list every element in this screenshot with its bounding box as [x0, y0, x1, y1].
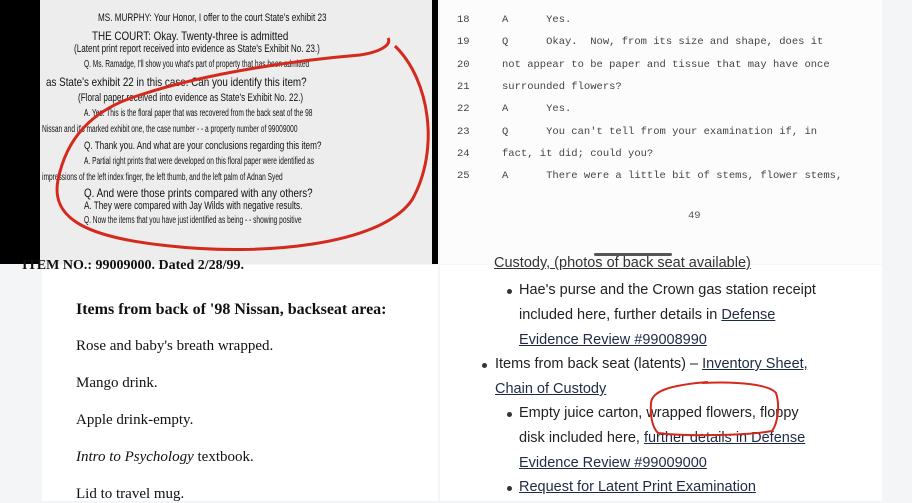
line-number: 19: [457, 36, 470, 49]
defense-link[interactable]: further details in Defense: [643, 430, 806, 446]
cut-header: Custody, (photos of back seat available): [494, 255, 751, 271]
line-number: 20: [457, 58, 470, 71]
page-number: 49: [688, 210, 701, 222]
evidence-item: Lid to travel mug.: [76, 486, 185, 502]
cut-header: ITEM NO.: 99009000. Dated 2/28/99.: [22, 258, 245, 273]
bullet-text: Hae's purse and the Crown gas station receipt: [519, 282, 816, 298]
transcript-line-text: A. Yes. This is the floral paper that was recovered from the back seat of the 98: [84, 108, 313, 119]
transcript-line-text: Nissan and it's marked exhibit one, the case number - - a property number of 99009000: [42, 124, 298, 135]
textbook-suffix: textbook.: [197, 449, 254, 465]
evidence-list-document: [22, 258, 438, 502]
red-circle-annotation: [440, 265, 882, 501]
transcript-line-text: THE COURT: Okay. Twenty-three is admitted: [92, 29, 289, 43]
line-number: 18: [457, 14, 470, 26]
evidence-heading: Items from back of '98 Nissan, backseat area:: [76, 301, 387, 318]
line-text: Q Okay. Now, from its size and shape, does it: [502, 36, 824, 49]
line-text: not appear to be paper and tissue that may have once: [502, 58, 830, 71]
line-number: 24: [457, 147, 470, 160]
transcript-line-text: Q. And were those prints compared with any others?: [84, 186, 313, 200]
line-text: A There were a little bit of stems, flower stems,: [502, 170, 843, 183]
web-evidence-list: [440, 255, 882, 501]
line-text: surrounded flowers?: [502, 80, 622, 93]
text-fragment: included here, further details in: [519, 307, 722, 323]
court-transcript-scan: [0, 0, 438, 264]
transcript-line-text: MS. MURPHY: Your Honor, I offer to the court State's exhibit 23: [98, 12, 327, 24]
transcript-line-text: as State's exhibit 22 in this case. Can you identify this item?: [46, 75, 307, 89]
transcript-page: [440, 0, 882, 264]
chain-of-custody-link[interactable]: Chain of Custody: [495, 381, 607, 397]
red-circle-stroke: [57, 38, 428, 250]
text-fragment: Items from back seat (latents) –: [495, 356, 703, 372]
red-circle-annotation: [0, 0, 438, 264]
transcript-line-text: Q. Now the items that you have just identified as being - - showing positive: [84, 215, 302, 226]
line-text: Q You can't tell from your examination if, in: [502, 125, 818, 138]
latent-print-request-link[interactable]: Request for Latent Print Examination: [519, 479, 756, 495]
evidence-item: Mango drink.: [76, 375, 158, 391]
evidence-review-link[interactable]: Evidence Review #99009000: [519, 455, 707, 471]
red-circle-stroke: [651, 382, 778, 435]
line-number: 22: [457, 103, 470, 116]
transcript-line-text: Q. Thank you. And what are your conclusions regarding this item?: [84, 140, 322, 152]
line-number: 23: [457, 125, 470, 138]
line-number: 21: [457, 80, 470, 93]
line-number: 25: [457, 170, 470, 183]
transcript-line-text: (Latent print report received into evidence as State's Exhibit No. 23.): [74, 43, 320, 55]
text-fragment: , floppy: [751, 405, 799, 421]
line-text: A Yes.: [502, 103, 572, 116]
defense-link[interactable]: Defense: [721, 307, 776, 323]
transcript-line-text: impressions of the left index finger, the left thumb, and the left palm of Adnan Syed: [42, 172, 283, 183]
evidence-item: Apple drink-empty.: [76, 412, 194, 428]
line-text: A Yes.: [502, 14, 572, 26]
transcript-line-text: A. They were compared with Jay Wilds with negative results.: [84, 200, 303, 212]
line-text: fact, it did; could you?: [502, 147, 654, 160]
text-fragment: disk included here,: [519, 430, 644, 446]
transcript-line-text: (Floral paper received into evidence as State's Exhibit No. 22.): [78, 92, 304, 104]
evidence-item: [76, 449, 254, 466]
evidence-review-link[interactable]: Evidence Review #99008990: [519, 332, 707, 348]
transcript-line-text: Q. Ms. Ramadge, I'll show you what's part of property that has been admitted: [84, 59, 310, 70]
textbook-title: Intro to Psychology: [76, 449, 194, 465]
transcript-line-text: A. Partial right prints that were developed on this floral paper were identified as: [84, 156, 315, 167]
circled-text: wrapped flowers: [646, 405, 752, 421]
evidence-item: Rose and baby's breath wrapped.: [76, 338, 274, 354]
page-margin: [884, 0, 912, 501]
inventory-sheet-link[interactable]: Inventory Sheet,: [702, 356, 808, 372]
text-fragment: Empty juice carton,: [519, 405, 647, 421]
